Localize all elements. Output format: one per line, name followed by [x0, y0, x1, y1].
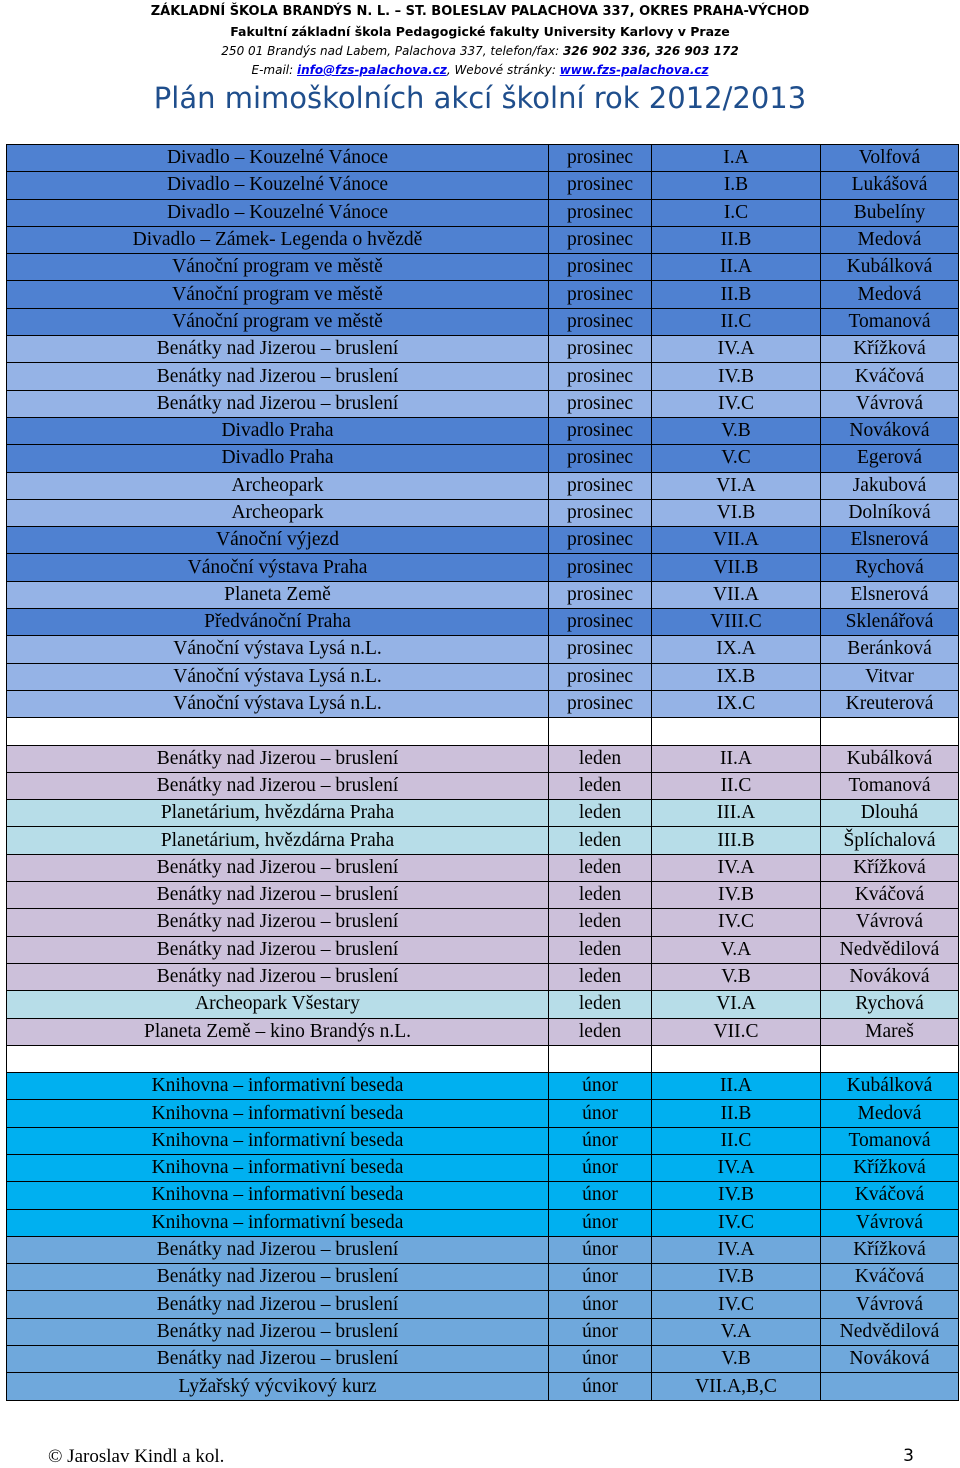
table-row	[7, 963, 959, 990]
class-cell: II.B	[652, 281, 821, 308]
month-cell: únor	[549, 1100, 652, 1127]
table-row	[7, 363, 959, 390]
table-row	[7, 1182, 959, 1209]
month-cell: prosinec	[549, 690, 652, 717]
teacher-cell: Elsnerová	[821, 527, 959, 554]
class-cell: III.A	[652, 800, 821, 827]
table-row	[7, 226, 959, 253]
table-row	[7, 1346, 959, 1373]
month-cell: prosinec	[549, 226, 652, 253]
month-cell: prosinec	[549, 417, 652, 444]
event-cell: Benátky nad Jizerou – bruslení	[7, 336, 549, 363]
teacher-cell: Vávrová	[821, 390, 959, 417]
teacher-cell: Tomanová	[821, 308, 959, 335]
month-cell: leden	[549, 745, 652, 772]
class-cell: II.C	[652, 1127, 821, 1154]
class-cell: IV.B	[652, 1264, 821, 1291]
table-row	[7, 609, 959, 636]
teacher-cell: Kreuterová	[821, 690, 959, 717]
teacher-cell: Sklenářová	[821, 609, 959, 636]
month-cell: leden	[549, 991, 652, 1018]
event-cell: Předvánoční Praha	[7, 609, 549, 636]
table-row	[7, 336, 959, 363]
class-cell: I.C	[652, 199, 821, 226]
teacher-cell: Egerová	[821, 445, 959, 472]
teacher-cell: Kváčová	[821, 1264, 959, 1291]
class-cell: II.A	[652, 1073, 821, 1100]
month-cell: prosinec	[549, 581, 652, 608]
teacher-cell: Elsnerová	[821, 581, 959, 608]
table-row	[7, 1154, 959, 1181]
table-row	[7, 718, 959, 745]
teacher-cell: Křížková	[821, 854, 959, 881]
event-cell	[7, 718, 549, 745]
class-cell: V.A	[652, 1318, 821, 1345]
table-row	[7, 1264, 959, 1291]
teacher-cell: Vávrová	[821, 909, 959, 936]
teacher-cell: Vitvar	[821, 663, 959, 690]
month-cell: únor	[549, 1264, 652, 1291]
teacher-cell: Křížková	[821, 336, 959, 363]
month-cell: prosinec	[549, 499, 652, 526]
table-row	[7, 581, 959, 608]
class-cell: V.B	[652, 1346, 821, 1373]
table-row	[7, 1073, 959, 1100]
teacher-cell: Kubálková	[821, 1073, 959, 1100]
table-row	[7, 172, 959, 199]
month-cell: prosinec	[549, 390, 652, 417]
teacher-cell: Dolníková	[821, 499, 959, 526]
class-cell: I.B	[652, 172, 821, 199]
teacher-cell: Dlouhá	[821, 800, 959, 827]
teacher-cell: Křížková	[821, 1236, 959, 1263]
class-cell: VIII.C	[652, 609, 821, 636]
events-table	[6, 144, 959, 1401]
month-cell: únor	[549, 1236, 652, 1263]
class-cell: VI.B	[652, 499, 821, 526]
event-cell: Planetárium, hvězdárna Praha	[7, 800, 549, 827]
teacher-cell: Mareš	[821, 1018, 959, 1045]
email-label: E-mail:	[251, 63, 297, 77]
month-cell: leden	[549, 800, 652, 827]
month-cell: prosinec	[549, 336, 652, 363]
class-cell: IV.A	[652, 854, 821, 881]
table-row	[7, 390, 959, 417]
table-row	[7, 499, 959, 526]
event-cell: Benátky nad Jizerou – bruslení	[7, 363, 549, 390]
table-row	[7, 1209, 959, 1236]
month-cell: prosinec	[549, 308, 652, 335]
month-cell: leden	[549, 772, 652, 799]
table-row	[7, 936, 959, 963]
event-cell: Benátky nad Jizerou – bruslení	[7, 745, 549, 772]
school-name: ZÁKLADNÍ ŠKOLA BRANDÝS N. L. – ST. BOLESLAV PALACHOVA 337, OKRES PRAHA-VÝCHOD	[150, 4, 810, 19]
table-row	[7, 281, 959, 308]
event-cell: Knihovna – informativní beseda	[7, 1154, 549, 1181]
event-cell: Benátky nad Jizerou – bruslení	[7, 772, 549, 799]
teacher-cell: Kubálková	[821, 254, 959, 281]
class-cell: IV.A	[652, 1154, 821, 1181]
event-cell: Lyžařský výcvikový kurz	[7, 1373, 549, 1400]
event-cell: Vánoční program ve městě	[7, 254, 549, 281]
month-cell: únor	[549, 1291, 652, 1318]
page-number: 3	[903, 1446, 914, 1466]
teacher-cell: Jakubová	[821, 472, 959, 499]
month-cell: prosinec	[549, 609, 652, 636]
month-cell: prosinec	[549, 363, 652, 390]
class-cell: IX.C	[652, 690, 821, 717]
class-cell: IV.B	[652, 882, 821, 909]
month-cell: prosinec	[549, 172, 652, 199]
event-cell: Archeopark	[7, 499, 549, 526]
month-cell: leden	[549, 909, 652, 936]
teacher-cell: Bubelíny	[821, 199, 959, 226]
email-link[interactable]: info@fzs-palachova.cz	[296, 63, 447, 77]
event-cell: Divadlo Praha	[7, 417, 549, 444]
event-cell: Benátky nad Jizerou – bruslení	[7, 1236, 549, 1263]
month-cell: únor	[549, 1073, 652, 1100]
phone-numbers: 326 902 336, 326 903 172	[562, 44, 739, 58]
teacher-cell	[821, 1045, 959, 1072]
month-cell: únor	[549, 1346, 652, 1373]
teacher-cell	[821, 718, 959, 745]
month-cell: únor	[549, 1209, 652, 1236]
event-cell: Benátky nad Jizerou – bruslení	[7, 1318, 549, 1345]
month-cell: leden	[549, 1018, 652, 1045]
month-cell: únor	[549, 1127, 652, 1154]
event-cell: Divadlo Praha	[7, 445, 549, 472]
table-row	[7, 745, 959, 772]
class-cell: IX.A	[652, 636, 821, 663]
table-row	[7, 827, 959, 854]
class-cell: VII.C	[652, 1018, 821, 1045]
teacher-cell: Kváčová	[821, 363, 959, 390]
month-cell: únor	[549, 1154, 652, 1181]
class-cell: IV.B	[652, 1182, 821, 1209]
teacher-cell: Nedvědilová	[821, 1318, 959, 1345]
table-row	[7, 308, 959, 335]
event-cell: Vánoční výstava Praha	[7, 554, 549, 581]
month-cell: prosinec	[549, 281, 652, 308]
class-cell: II.B	[652, 226, 821, 253]
event-cell: Knihovna – informativní beseda	[7, 1100, 549, 1127]
class-cell: VI.A	[652, 991, 821, 1018]
event-cell: Knihovna – informativní beseda	[7, 1209, 549, 1236]
teacher-cell: Tomanová	[821, 772, 959, 799]
event-cell: Planeta Země	[7, 581, 549, 608]
class-cell: IX.B	[652, 663, 821, 690]
table-row	[7, 1373, 959, 1400]
month-cell: prosinec	[549, 527, 652, 554]
class-cell: IV.C	[652, 1209, 821, 1236]
class-cell: IV.A	[652, 336, 821, 363]
event-cell: Knihovna – informativní beseda	[7, 1127, 549, 1154]
month-cell: únor	[549, 1318, 652, 1345]
event-cell	[7, 1045, 549, 1072]
teacher-cell: Křížková	[821, 1154, 959, 1181]
teacher-cell: Kváčová	[821, 1182, 959, 1209]
month-cell: prosinec	[549, 145, 652, 172]
event-cell: Benátky nad Jizerou – bruslení	[7, 963, 549, 990]
event-cell: Divadlo – Zámek- Legenda o hvězdě	[7, 226, 549, 253]
teacher-cell: Lukášová	[821, 172, 959, 199]
page-title: Plán mimoškolních akcí školní rok 2012/2013	[153, 81, 807, 115]
school-subtitle: Fakultní základní škola Pedagogické fakulty University Karlovy v Praze	[230, 24, 730, 39]
table-row	[7, 199, 959, 226]
class-cell	[652, 1045, 821, 1072]
class-cell: VII.A	[652, 581, 821, 608]
event-cell: Vánoční výjezd	[7, 527, 549, 554]
table-row	[7, 254, 959, 281]
table-row	[7, 1236, 959, 1263]
class-cell: II.A	[652, 254, 821, 281]
class-cell: I.A	[652, 145, 821, 172]
event-cell: Vánoční výstava Lysá n.L.	[7, 636, 549, 663]
month-cell: prosinec	[549, 445, 652, 472]
table-row	[7, 1291, 959, 1318]
teacher-cell: Beránková	[821, 636, 959, 663]
teacher-cell: Šplíchalová	[821, 827, 959, 854]
class-cell: II.B	[652, 1100, 821, 1127]
table-row	[7, 800, 959, 827]
table-row	[7, 663, 959, 690]
table-row	[7, 690, 959, 717]
event-cell: Archeopark Všestary	[7, 991, 549, 1018]
class-cell: IV.C	[652, 390, 821, 417]
month-cell	[549, 1045, 652, 1072]
teacher-cell: Nedvědilová	[821, 936, 959, 963]
class-cell: IV.B	[652, 363, 821, 390]
teacher-cell	[821, 1373, 959, 1400]
class-cell: II.C	[652, 308, 821, 335]
class-cell: III.B	[652, 827, 821, 854]
teacher-cell: Medová	[821, 1100, 959, 1127]
table-row	[7, 1045, 959, 1072]
teacher-cell: Nováková	[821, 963, 959, 990]
month-cell: prosinec	[549, 554, 652, 581]
event-cell: Benátky nad Jizerou – bruslení	[7, 882, 549, 909]
month-cell: leden	[549, 882, 652, 909]
class-cell	[652, 718, 821, 745]
month-cell: leden	[549, 936, 652, 963]
event-cell: Benátky nad Jizerou – bruslení	[7, 1264, 549, 1291]
class-cell: V.B	[652, 963, 821, 990]
table-row	[7, 991, 959, 1018]
event-cell: Divadlo – Kouzelné Vánoce	[7, 172, 549, 199]
event-cell: Vánoční výstava Lysá n.L.	[7, 663, 549, 690]
month-cell: leden	[549, 827, 652, 854]
teacher-cell: Tomanová	[821, 1127, 959, 1154]
school-header	[0, 0, 960, 80]
teacher-cell: Kubálková	[821, 745, 959, 772]
event-cell: Planetárium, hvězdárna Praha	[7, 827, 549, 854]
teacher-cell: Nováková	[821, 417, 959, 444]
event-cell: Benátky nad Jizerou – bruslení	[7, 909, 549, 936]
event-cell: Vánoční výstava Lysá n.L.	[7, 690, 549, 717]
month-cell: únor	[549, 1373, 652, 1400]
class-cell: V.C	[652, 445, 821, 472]
teacher-cell: Rychová	[821, 554, 959, 581]
class-cell: VII.A	[652, 527, 821, 554]
month-cell: prosinec	[549, 472, 652, 499]
event-cell: Benátky nad Jizerou – bruslení	[7, 854, 549, 881]
web-label: , Webové stránky:	[446, 63, 560, 77]
teacher-cell: Kváčová	[821, 882, 959, 909]
month-cell: leden	[549, 963, 652, 990]
teacher-cell: Nováková	[821, 1346, 959, 1373]
event-cell: Benátky nad Jizerou – bruslení	[7, 936, 549, 963]
table-row	[7, 1018, 959, 1045]
month-cell: prosinec	[549, 199, 652, 226]
class-cell: II.C	[652, 772, 821, 799]
month-cell: prosinec	[549, 663, 652, 690]
table-row	[7, 472, 959, 499]
event-cell: Benátky nad Jizerou – bruslení	[7, 390, 549, 417]
web-link[interactable]: www.fzs-palachova.cz	[559, 63, 709, 77]
class-cell: V.A	[652, 936, 821, 963]
event-cell: Planeta Země – kino Brandýs n.L.	[7, 1018, 549, 1045]
teacher-cell: Medová	[821, 281, 959, 308]
address-text: 250 01 Brandýs nad Labem, Palachova 337, telefon/fax:	[221, 44, 563, 58]
month-cell: únor	[549, 1182, 652, 1209]
event-cell: Vánoční program ve městě	[7, 308, 549, 335]
table-row	[7, 145, 959, 172]
month-cell: prosinec	[549, 636, 652, 663]
table-row	[7, 417, 959, 444]
teacher-cell: Volfová	[821, 145, 959, 172]
class-cell: IV.C	[652, 909, 821, 936]
teacher-cell: Medová	[821, 226, 959, 253]
school-address	[0, 42, 960, 61]
table-row	[7, 1127, 959, 1154]
table-row	[7, 554, 959, 581]
class-cell: VII.B	[652, 554, 821, 581]
table-row	[7, 1318, 959, 1345]
month-cell	[549, 718, 652, 745]
event-cell: Vánoční program ve městě	[7, 281, 549, 308]
events-table-body	[7, 145, 959, 1401]
class-cell: V.B	[652, 417, 821, 444]
table-row	[7, 854, 959, 881]
event-cell: Knihovna – informativní beseda	[7, 1073, 549, 1100]
table-row	[7, 882, 959, 909]
event-cell: Benátky nad Jizerou – bruslení	[7, 1291, 549, 1318]
table-row	[7, 527, 959, 554]
table-row	[7, 445, 959, 472]
class-cell: VII.A,B,C	[652, 1373, 821, 1400]
class-cell: IV.C	[652, 1291, 821, 1318]
table-row	[7, 772, 959, 799]
table-row	[7, 1100, 959, 1127]
month-cell: prosinec	[549, 254, 652, 281]
class-cell: II.A	[652, 745, 821, 772]
event-cell: Benátky nad Jizerou – bruslení	[7, 1346, 549, 1373]
event-cell: Divadlo – Kouzelné Vánoce	[7, 199, 549, 226]
table-row	[7, 909, 959, 936]
event-cell: Divadlo – Kouzelné Vánoce	[7, 145, 549, 172]
teacher-cell: Rychová	[821, 991, 959, 1018]
teacher-cell: Vávrová	[821, 1291, 959, 1318]
class-cell: IV.A	[652, 1236, 821, 1263]
footer-author: © Jaroslav Kindl a kol.	[48, 1446, 225, 1467]
month-cell: leden	[549, 854, 652, 881]
table-row	[7, 636, 959, 663]
teacher-cell: Vávrová	[821, 1209, 959, 1236]
event-cell: Archeopark	[7, 472, 549, 499]
class-cell: VI.A	[652, 472, 821, 499]
event-cell: Knihovna – informativní beseda	[7, 1182, 549, 1209]
